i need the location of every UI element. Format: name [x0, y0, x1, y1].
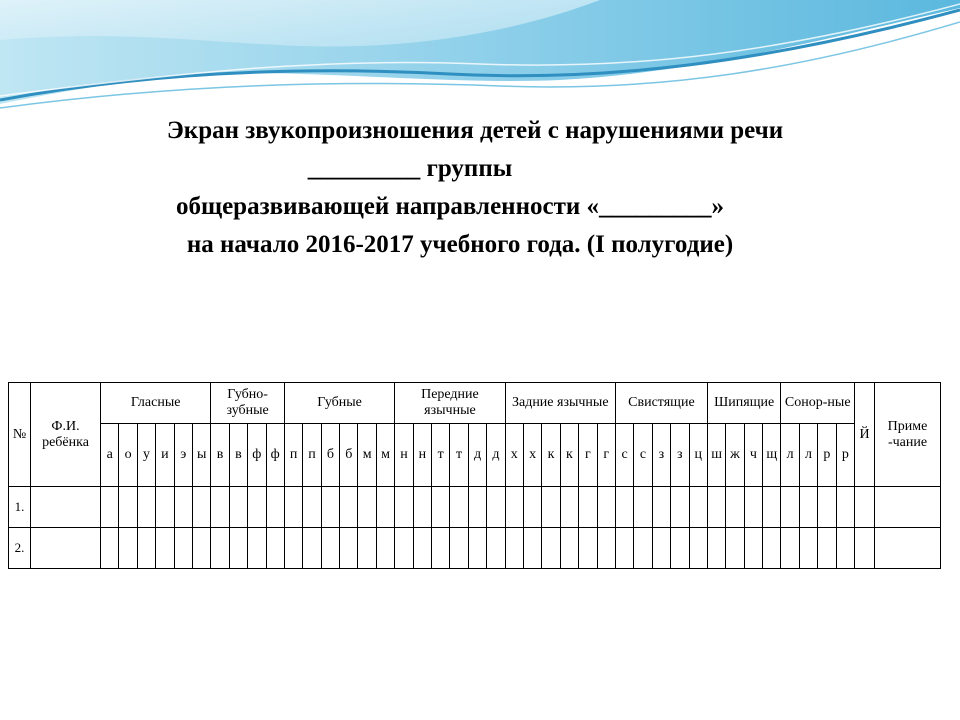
entry-cell[interactable]: [229, 528, 247, 569]
sound-cell: с: [615, 424, 633, 487]
title-line-3: общеразвивающей направленности «_________»: [175, 193, 725, 220]
entry-cell[interactable]: [707, 487, 725, 528]
entry-cell[interactable]: [450, 528, 468, 569]
sound-cell: к: [560, 424, 578, 487]
entry-cell[interactable]: [487, 487, 505, 528]
entry-cell[interactable]: [303, 528, 321, 569]
entry-cell[interactable]: [211, 487, 229, 528]
sound-cell: д: [468, 424, 486, 487]
entry-cell[interactable]: [836, 528, 854, 569]
table-row: [9, 487, 941, 528]
entry-cell[interactable]: [707, 528, 725, 569]
entry-cell[interactable]: [450, 487, 468, 528]
entry-cell[interactable]: [799, 528, 817, 569]
sound-cell: м: [358, 424, 376, 487]
entry-cell[interactable]: [579, 487, 597, 528]
entry-cell[interactable]: [579, 528, 597, 569]
entry-cell[interactable]: [395, 487, 413, 528]
entry-cell[interactable]: [266, 528, 284, 569]
entry-cell[interactable]: [413, 487, 431, 528]
row-number: 1.: [9, 487, 31, 528]
sound-cell: л: [781, 424, 799, 487]
entry-cell[interactable]: [597, 528, 615, 569]
decorative-wave-header: [0, 0, 960, 120]
sound-cell: б: [340, 424, 358, 487]
entry-cell[interactable]: [413, 528, 431, 569]
sound-cell: д: [487, 424, 505, 487]
header-group-sonorant: Сонор-ные: [781, 383, 855, 424]
entry-cell[interactable]: [376, 528, 394, 569]
entry-cell[interactable]: [799, 487, 817, 528]
sound-cell: у: [137, 424, 155, 487]
sound-cell: р: [818, 424, 836, 487]
entry-cell[interactable]: [192, 487, 210, 528]
sound-cell: м: [376, 424, 394, 487]
entry-cell[interactable]: [376, 487, 394, 528]
sound-cell: з: [671, 424, 689, 487]
entry-cell[interactable]: [836, 487, 854, 528]
title-line-1: Экран звукопроизношения детей с нарушениями речи: [166, 117, 784, 144]
sound-cell: п: [284, 424, 302, 487]
sound-cell: ш: [707, 424, 725, 487]
sound-cell: к: [542, 424, 560, 487]
sound-cell: н: [395, 424, 413, 487]
entry-cell[interactable]: [781, 528, 799, 569]
entry-cell[interactable]: [137, 487, 155, 528]
entry-cell[interactable]: [634, 487, 652, 528]
sound-cell: с: [634, 424, 652, 487]
sound-cell: ф: [266, 424, 284, 487]
sound-cell: т: [450, 424, 468, 487]
entry-cell[interactable]: [174, 528, 192, 569]
entry-cell[interactable]: [487, 528, 505, 569]
sound-cell: ч: [744, 424, 762, 487]
entry-cell[interactable]: [634, 528, 652, 569]
entry-cell[interactable]: [101, 487, 119, 528]
entry-cell[interactable]: [689, 528, 707, 569]
entry-cell[interactable]: [615, 528, 633, 569]
sound-cell: в: [229, 424, 247, 487]
header-group-front-lingual: Передние язычные: [395, 383, 505, 424]
table-row: [9, 528, 941, 569]
entry-cell[interactable]: [855, 487, 875, 528]
sound-cell: з: [652, 424, 670, 487]
header-note: Приме -чание: [875, 383, 941, 487]
entry-cell[interactable]: [505, 528, 523, 569]
entry-cell[interactable]: [395, 528, 413, 569]
entry-cell[interactable]: [156, 528, 174, 569]
entry-cell[interactable]: [855, 528, 875, 569]
entry-cell[interactable]: [284, 487, 302, 528]
entry-cell[interactable]: [358, 487, 376, 528]
entry-cell[interactable]: [671, 528, 689, 569]
sound-cell: п: [303, 424, 321, 487]
entry-cell[interactable]: [818, 528, 836, 569]
sound-cell: а: [101, 424, 119, 487]
entry-cell[interactable]: [875, 528, 941, 569]
entry-cell[interactable]: [137, 528, 155, 569]
entry-cell[interactable]: [615, 487, 633, 528]
entry-cell[interactable]: [156, 487, 174, 528]
entry-cell[interactable]: [542, 487, 560, 528]
entry-cell[interactable]: [818, 487, 836, 528]
sound-cell: р: [836, 424, 854, 487]
entry-cell[interactable]: [340, 528, 358, 569]
sound-cell: л: [799, 424, 817, 487]
sound-cell: х: [505, 424, 523, 487]
entry-cell[interactable]: [340, 487, 358, 528]
entry-cell[interactable]: [652, 528, 670, 569]
header-group-labial: Губные: [284, 383, 394, 424]
sound-cell: ж: [726, 424, 744, 487]
header-group-back-lingual: Задние язычные: [505, 383, 615, 424]
entry-cell[interactable]: [174, 487, 192, 528]
entry-cell[interactable]: [542, 528, 560, 569]
header-number: №: [9, 383, 31, 487]
entry-cell[interactable]: [726, 487, 744, 528]
entry-cell[interactable]: [101, 528, 119, 569]
entry-cell[interactable]: [303, 487, 321, 528]
entry-cell[interactable]: [597, 487, 615, 528]
sound-cell: б: [321, 424, 339, 487]
entry-cell[interactable]: [523, 487, 541, 528]
entry-cell[interactable]: [358, 528, 376, 569]
header-group-whistling: Свистящие: [615, 383, 707, 424]
entry-cell[interactable]: [744, 487, 762, 528]
entry-cell[interactable]: [266, 487, 284, 528]
row-number: 2.: [9, 528, 31, 569]
sound-cell: в: [211, 424, 229, 487]
sound-cell: х: [523, 424, 541, 487]
header-group-hissing: Шипящие: [707, 383, 781, 424]
header-y: Й: [855, 383, 875, 487]
entry-cell[interactable]: [432, 528, 450, 569]
entry-cell[interactable]: [523, 528, 541, 569]
entry-cell[interactable]: [671, 487, 689, 528]
sound-cell: т: [432, 424, 450, 487]
title-line-4: на начало 2016-2017 учебного года. (I полугодие): [186, 231, 734, 258]
entry-cell[interactable]: [119, 528, 137, 569]
sound-cell: и: [156, 424, 174, 487]
page-title: [0, 112, 960, 264]
sound-cell: о: [119, 424, 137, 487]
sound-cell: э: [174, 424, 192, 487]
entry-cell[interactable]: [652, 487, 670, 528]
entry-cell[interactable]: [763, 487, 781, 528]
entry-cell[interactable]: [560, 528, 578, 569]
entry-cell[interactable]: [248, 528, 266, 569]
entry-cell[interactable]: [505, 487, 523, 528]
entry-cell[interactable]: [781, 487, 799, 528]
entry-cell[interactable]: [689, 487, 707, 528]
entry-cell[interactable]: [211, 528, 229, 569]
sound-cell: г: [597, 424, 615, 487]
entry-cell[interactable]: [560, 487, 578, 528]
sound-cell: ц: [689, 424, 707, 487]
sound-cell: г: [579, 424, 597, 487]
entry-cell[interactable]: [744, 528, 762, 569]
examination-table: [8, 382, 941, 569]
sound-cell: щ: [763, 424, 781, 487]
title-line-2: _________ группы: [307, 155, 513, 182]
entry-cell[interactable]: [468, 528, 486, 569]
entry-cell[interactable]: [248, 487, 266, 528]
entry-cell[interactable]: [468, 487, 486, 528]
entry-cell[interactable]: [763, 528, 781, 569]
header-child-name: Ф.И. ребёнка: [31, 383, 101, 487]
header-group-vowels: Гласные: [101, 383, 211, 424]
entry-cell[interactable]: [119, 487, 137, 528]
entry-cell[interactable]: [192, 528, 210, 569]
entry-cell[interactable]: [229, 487, 247, 528]
sound-cell: н: [413, 424, 431, 487]
header-group-labiodental: Губно-зубные: [211, 383, 285, 424]
sound-cell: ф: [248, 424, 266, 487]
entry-cell[interactable]: [321, 528, 339, 569]
child-name-cell[interactable]: [31, 487, 101, 528]
entry-cell[interactable]: [875, 487, 941, 528]
entry-cell[interactable]: [321, 487, 339, 528]
entry-cell[interactable]: [284, 528, 302, 569]
sound-cell: ы: [192, 424, 210, 487]
entry-cell[interactable]: [432, 487, 450, 528]
child-name-cell[interactable]: [31, 528, 101, 569]
entry-cell[interactable]: [726, 528, 744, 569]
